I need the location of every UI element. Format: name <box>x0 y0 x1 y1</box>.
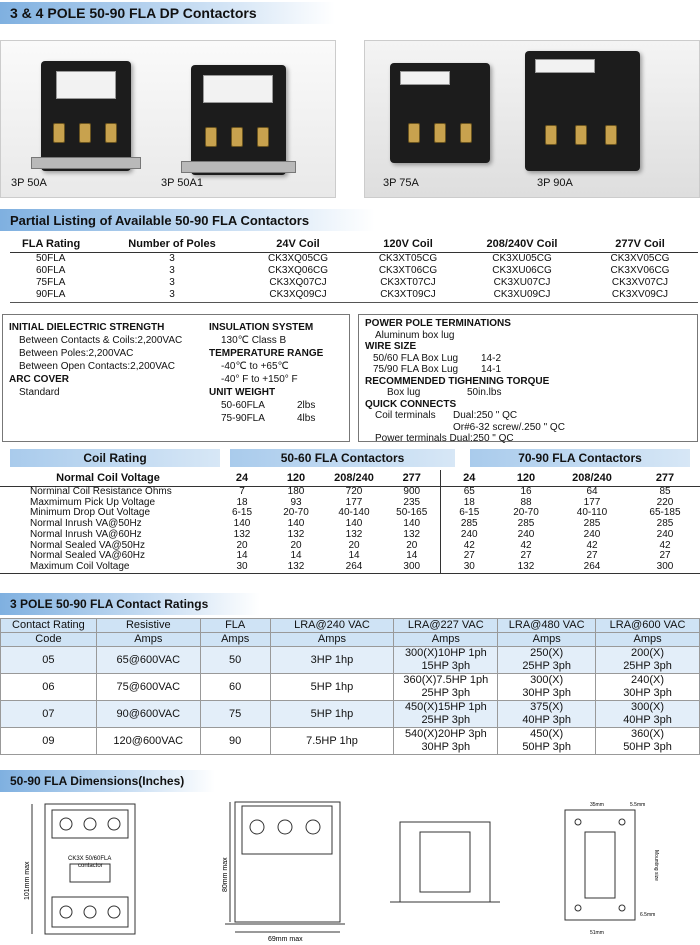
contact-header-row: Contact Rating Resistive FLA LRA@240 VAC LRA@227 VAC LRA@480 VAC LRA@600 VAC <box>1 619 700 633</box>
coil-voltage-row: Normal Coil Voltage 24 120 208/240 277 24 120 208/240 277 <box>0 470 700 487</box>
listing-header-row <box>10 236 698 253</box>
mounting-size-label: Mounting size <box>653 850 659 881</box>
torque-value: 50in.lbs <box>467 387 502 398</box>
qc-label: Power terminals <box>375 433 447 444</box>
torque-label: Box lug <box>387 387 421 398</box>
table-row: Normal Sealed VA@50Hz 20 20 20 20 42 42 42 42 <box>30 539 671 551</box>
qc-value: Or#6-32 screw/.250 " QC <box>453 421 565 433</box>
caption-3p-50a: 3P 50A <box>11 177 47 189</box>
col-277v-coil: 277V Coil <box>582 236 698 253</box>
wire-value: 14-2 <box>481 352 502 364</box>
caption-3p-75a: 3P 75A <box>383 177 419 189</box>
dimensions-title-band <box>0 770 215 792</box>
wire-label: 50/60 FLA Box Lug <box>373 352 459 364</box>
coil-voltage-label: Normal Coil Voltage <box>56 472 160 484</box>
qc-value: Dual:250 " QC <box>453 410 518 421</box>
table-row: 60FLA 3 CK3XQ06CG CK3XT06CG CK3XU06CG CK3XV06CG <box>36 265 670 276</box>
qc-title: QUICK CONNECTS <box>365 398 457 410</box>
arc-cover-value: Standard <box>19 387 60 398</box>
dim-label-80mm: 80mm max <box>222 857 229 892</box>
caption-3p-50a1: 3P 50A1 <box>161 177 204 189</box>
dim-small-35mm: 35mm <box>590 802 604 808</box>
qc-label: Coil terminals <box>375 410 436 421</box>
device-label-line: CK3X 50/60FLA <box>68 856 112 862</box>
col-120v-coil: 120V Coil <box>354 236 462 253</box>
page-title-band <box>0 2 335 24</box>
page-title: 3 & 4 POLE 50-90 FLA DP Contactors <box>10 5 257 21</box>
arc-cover-title: ARC COVER <box>9 374 70 385</box>
table-row: 06 75@600VAC 60 5HP 1hp 360(X)7.5HP 1ph 25HP 3ph 300(X) 30HP 3ph 240(X) 30HP 3ph <box>1 674 700 701</box>
coil-group1-title: 50-60 FLA Contactors <box>280 451 405 465</box>
col-fla-rating: FLA Rating <box>10 236 102 253</box>
col-number-of-poles: Number of Poles <box>102 236 242 253</box>
contactor-image-90a <box>525 51 640 171</box>
specs-left-box <box>2 314 350 442</box>
dielectric-title: INITIAL DIELECTRIC STRENGTH <box>9 322 165 333</box>
wire-value: 14-1 <box>481 364 502 375</box>
wire-label: 75/90 FLA Box Lug <box>373 364 459 375</box>
top-view-drawing <box>390 822 500 902</box>
dimension-drawings <box>0 792 700 942</box>
photo-panel-75a <box>364 40 700 198</box>
wire-size-title: WIRE SIZE <box>365 341 417 352</box>
coil-table <box>0 470 700 574</box>
listing-bottom-rule <box>10 302 698 303</box>
table-row: 50FLA 3 CK3XQ05CG CK3XT05CG CK3XU05CG CK3XV05CG <box>36 253 670 264</box>
weight-label: 50-60FLA <box>221 400 265 411</box>
qc-value: Dual:250 " QC <box>449 433 514 444</box>
front-view-drawing <box>32 804 135 934</box>
listing-title: Partial Listing of Available 50-90 FLA Contactors <box>10 212 310 228</box>
weight-value: 4lbs <box>297 413 316 424</box>
table-row: Normal Inrush VA@60Hz 132 132 132 132 240 240 240 240 <box>30 528 674 540</box>
dielectric-line: Between Open Contacts:2,200VAC <box>19 361 176 372</box>
dim-label-69mm: 69mm max <box>268 936 303 942</box>
temp-title: TEMPERATURE RANGE <box>209 348 324 359</box>
dim-small-6.5mm: 6.5mm <box>640 912 656 918</box>
specs-right-box <box>358 314 698 442</box>
contact-subheader-row: Code Amps Amps Amps Amps Amps Amps <box>1 633 700 647</box>
col-24v-coil: 24V Coil <box>242 236 354 253</box>
temp-line: -40℃ to +65℃ <box>221 361 289 372</box>
dim-small-5.5mm: 5.5mm <box>630 802 646 808</box>
weight-value: 2lbs <box>297 400 316 411</box>
weight-label: 75-90FLA <box>221 413 265 424</box>
listing-title-band <box>0 209 375 231</box>
table-row: 90FLA 3 CK3XQ09CJ CK3XT09CJ CK3XU09CJ CK3XV09CJ <box>36 289 669 300</box>
dimensions-title: 50-90 FLA Dimensions(Inches) <box>10 774 185 788</box>
dielectric-line: Between Poles:2,200VAC <box>19 348 134 359</box>
side-view-drawing <box>225 802 345 932</box>
col-208-240v-coil: 208/240V Coil <box>462 236 582 253</box>
table-row: 75FLA 3 CK3XQ07CJ CK3XT07CJ CK3XU07CJ CK3XV07CJ <box>36 277 669 288</box>
table-row: Normal Sealed VA@60Hz 14 14 14 14 27 27 27 27 <box>30 550 671 562</box>
mounting-view-drawing <box>565 810 635 920</box>
coil-title: Coil Rating <box>83 451 147 465</box>
ppt-title: POWER POLE TERMINATIONS <box>365 318 511 329</box>
table-row: 09 120@600VAC 90 7.5HP 1hp 540(X)20HP 3ph 30HP 3ph 450(X) 50HP 3ph 360(X) 50HP 3ph <box>1 728 700 755</box>
table-row: Minimum Drop Out Voltage 6-15 20-70 40-140 50-165 6-15 20-70 40-110 65-185 <box>30 507 681 519</box>
dim-label-101mm: 101mm max <box>24 861 31 900</box>
dielectric-line: Between Contacts & Coils:2,200VAC <box>19 335 183 346</box>
photo-panel-50a <box>0 40 336 198</box>
table-row: Maximum Coil Voltage 30 132 264 300 30 132 264 300 <box>0 562 700 573</box>
coil-title-band <box>10 449 220 467</box>
caption-3p-90a: 3P 90A <box>537 177 573 189</box>
contactor-image-50a <box>41 61 131 171</box>
coil-group1-band <box>230 449 455 467</box>
contactor-image-75a <box>390 63 490 163</box>
device-label-line: contactor <box>78 863 103 869</box>
torque-title: RECOMMENDED TIGHENING TORQUE <box>365 375 550 387</box>
coil-group2-band <box>470 449 690 467</box>
table-row: Maxmimum Pick Up Voltage 18 93 177 235 18 88 177 220 <box>30 496 674 508</box>
contact-title-band <box>0 593 260 615</box>
insulation-title: INSULATION SYSTEM <box>209 322 314 333</box>
temp-line: -40° F to +150° F <box>221 374 298 385</box>
insulation-value: 130℃ Class B <box>221 335 287 346</box>
listing-table <box>10 236 698 301</box>
table-row: 05 65@600VAC 50 3HP 1hp 300(X)10HP 1ph 15HP 3ph 250(X) 25HP 3ph 200(X) 25HP 3ph <box>1 647 700 674</box>
contactor-image-50a1 <box>191 65 286 175</box>
contact-table <box>0 618 700 755</box>
table-row: Normal Inrush VA@50Hz 140 140 140 140 285 285 285 285 <box>30 518 674 530</box>
weight-title: UNIT WEIGHT <box>209 387 276 398</box>
dim-small-51mm: 51mm <box>590 930 604 936</box>
table-row: 07 90@600VAC 75 5HP 1hp 450(X)15HP 1ph 25HP 3ph 375(X) 40HP 3ph 300(X) 40HP 3ph <box>1 701 700 728</box>
table-row: Norminal Coil Resistance Ohms 7 180 720 900 65 16 64 85 <box>30 486 671 497</box>
contact-title: 3 POLE 50-90 FLA Contact Ratings <box>10 597 209 611</box>
ppt-value: Aluminum box lug <box>375 329 455 341</box>
coil-group2-title: 70-90 FLA Contactors <box>518 451 642 465</box>
